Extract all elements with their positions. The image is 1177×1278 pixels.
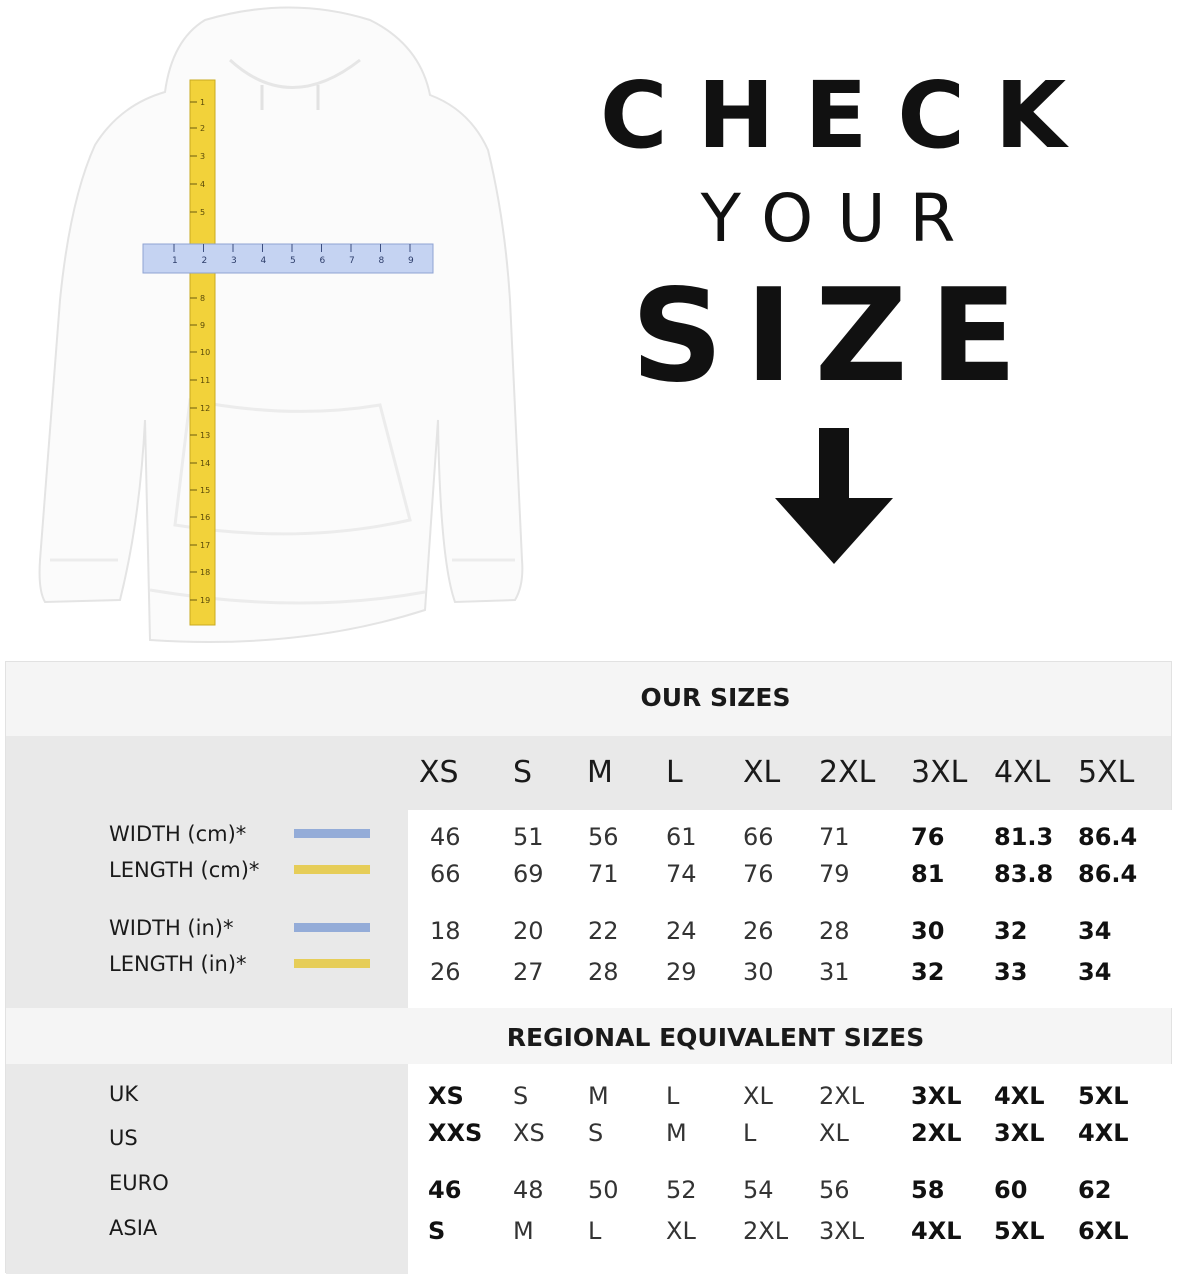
region-label: ASIA [109, 1216, 158, 1240]
region-size-value: L [588, 1217, 602, 1245]
region-size-value: 2XL [911, 1119, 962, 1147]
tape-tick-label: 7 [349, 256, 355, 266]
size-header: XL [743, 755, 781, 790]
size-value: 22 [588, 917, 619, 945]
region-size-value: 56 [819, 1176, 850, 1204]
tape-tick-label: 18 [200, 568, 211, 577]
size-value: 61 [666, 823, 697, 851]
region-label: US [109, 1126, 138, 1150]
size-value: 34 [1078, 958, 1112, 986]
region-size-value: XL [666, 1217, 696, 1245]
tape-tick-label: 12 [200, 404, 211, 413]
horizontal-measuring-tape [143, 244, 433, 273]
size-value: 30 [911, 917, 945, 945]
size-value: 32 [911, 958, 945, 986]
tape-tick-label: 17 [200, 541, 211, 550]
size-value: 81 [911, 860, 945, 888]
region-size-value: 5XL [1078, 1082, 1129, 1110]
tape-tick-label: 14 [200, 459, 211, 468]
size-value: 86.4 [1078, 860, 1138, 888]
hoodie-body [40, 8, 523, 643]
size-value: 18 [430, 917, 461, 945]
size-value: 28 [819, 917, 850, 945]
tape-tick-label: 5 [290, 256, 296, 266]
region-size-value: L [666, 1082, 680, 1110]
region-size-value: M [666, 1119, 687, 1147]
tape-tick-label: 16 [200, 513, 211, 522]
size-header: L [666, 755, 683, 790]
region-size-value: 54 [743, 1176, 774, 1204]
tape-tick-label: 19 [200, 596, 211, 605]
tape-tick-label: 9 [408, 256, 414, 266]
size-value: 86.4 [1078, 823, 1138, 851]
size-header: 2XL [819, 755, 876, 790]
headline-size: SIZE [630, 262, 1040, 411]
size-value: 32 [994, 917, 1028, 945]
region-size-value: 52 [666, 1176, 697, 1204]
headline-check: CHECK [600, 62, 1097, 169]
tape-tick-label: 1 [172, 256, 178, 266]
row-label: WIDTH (cm)* [109, 822, 247, 846]
size-value: 56 [588, 823, 619, 851]
region-size-value: M [588, 1082, 609, 1110]
size-value: 76 [911, 823, 945, 851]
tape-tick-label: 6 [319, 256, 326, 266]
tape-tick-label: 9 [200, 321, 206, 330]
size-value: 46 [430, 823, 461, 851]
vertical-measuring-tape [190, 80, 215, 625]
size-value: 71 [819, 823, 850, 851]
region-size-value: 6XL [1078, 1217, 1129, 1245]
regional-title: REGIONAL EQUIVALENT SIZES [506, 1023, 925, 1052]
region-size-value: 50 [588, 1176, 619, 1204]
region-size-value: 3XL [994, 1119, 1045, 1147]
headline-your: YOUR [700, 180, 980, 257]
size-value: 26 [743, 917, 774, 945]
size-value: 26 [430, 958, 461, 986]
arrow-down-icon [775, 428, 893, 564]
region-size-value: XXS [428, 1119, 483, 1147]
region-size-value: XS [513, 1119, 545, 1147]
tape-tick-label: 11 [200, 376, 211, 385]
size-header: XS [419, 755, 459, 790]
size-value: 76 [743, 860, 774, 888]
region-size-value: 48 [513, 1176, 544, 1204]
size-header: S [513, 755, 533, 790]
our-sizes-title: OUR SIZES [640, 683, 791, 712]
region-size-value: 62 [1078, 1176, 1112, 1204]
region-label: EURO [109, 1171, 169, 1195]
size-value: 66 [743, 823, 774, 851]
tape-tick-label: 15 [200, 486, 211, 495]
size-value: 79 [819, 860, 850, 888]
hoodie-illustration [0, 0, 560, 655]
tape-tick-label: 1 [200, 98, 206, 107]
region-size-value: XL [819, 1119, 849, 1147]
region-size-value: 5XL [994, 1217, 1045, 1245]
length-tape-swatch [294, 865, 370, 874]
tape-tick-label: 3 [231, 256, 237, 266]
size-value: 33 [994, 958, 1028, 986]
region-size-value: 58 [911, 1176, 945, 1204]
size-value: 31 [819, 958, 850, 986]
size-value: 34 [1078, 917, 1112, 945]
size-value: 24 [666, 917, 697, 945]
tape-tick-label: 2 [201, 256, 208, 266]
region-size-value: S [588, 1119, 604, 1147]
size-header: M [587, 755, 613, 790]
region-label: UK [109, 1082, 139, 1106]
tape-tick-label: 10 [200, 348, 211, 357]
size-value: 66 [430, 860, 461, 888]
region-size-value: 2XL [743, 1217, 789, 1245]
tape-tick-label: 3 [200, 152, 206, 161]
region-size-value: 60 [994, 1176, 1028, 1204]
tape-tick-label: 8 [378, 256, 385, 266]
tape-tick-label: 2 [200, 124, 206, 133]
size-value: 28 [588, 958, 619, 986]
size-value: 27 [513, 958, 544, 986]
region-size-value: S [513, 1082, 529, 1110]
size-value: 69 [513, 860, 544, 888]
tape-tick-label: 13 [200, 431, 211, 440]
tape-tick-label: 5 [200, 208, 206, 217]
region-size-value: 4XL [994, 1082, 1045, 1110]
region-size-value: M [513, 1217, 534, 1245]
size-value: 20 [513, 917, 544, 945]
region-size-value: 2XL [819, 1082, 865, 1110]
size-header: 4XL [994, 755, 1051, 790]
region-size-value: L [743, 1119, 757, 1147]
size-header: 5XL [1078, 755, 1135, 790]
size-value: 81.3 [994, 823, 1054, 851]
region-size-value: 4XL [911, 1217, 962, 1245]
size-value: 83.8 [994, 860, 1054, 888]
row-label: LENGTH (in)* [109, 952, 247, 976]
size-value: 51 [513, 823, 544, 851]
length-tape-swatch [294, 959, 370, 968]
tape-tick-label: 8 [200, 294, 206, 303]
region-size-value: XS [428, 1082, 464, 1110]
size-chart-table [5, 661, 1172, 1273]
width-tape-swatch [294, 829, 370, 838]
size-value: 74 [666, 860, 697, 888]
size-value: 30 [743, 958, 774, 986]
row-label: WIDTH (in)* [109, 916, 234, 940]
size-value: 29 [666, 958, 697, 986]
region-size-value: 4XL [1078, 1119, 1129, 1147]
region-size-value: XL [743, 1082, 773, 1110]
region-size-value: S [428, 1217, 446, 1245]
tape-tick-label: 4 [200, 180, 206, 189]
region-size-value: 3XL [911, 1082, 962, 1110]
region-size-value: 46 [428, 1176, 462, 1204]
tape-tick-label: 4 [260, 256, 267, 266]
region-size-value: 3XL [819, 1217, 865, 1245]
size-value: 71 [588, 860, 619, 888]
size-header: 3XL [911, 755, 968, 790]
width-tape-swatch [294, 923, 370, 932]
row-label: LENGTH (cm)* [109, 858, 260, 882]
